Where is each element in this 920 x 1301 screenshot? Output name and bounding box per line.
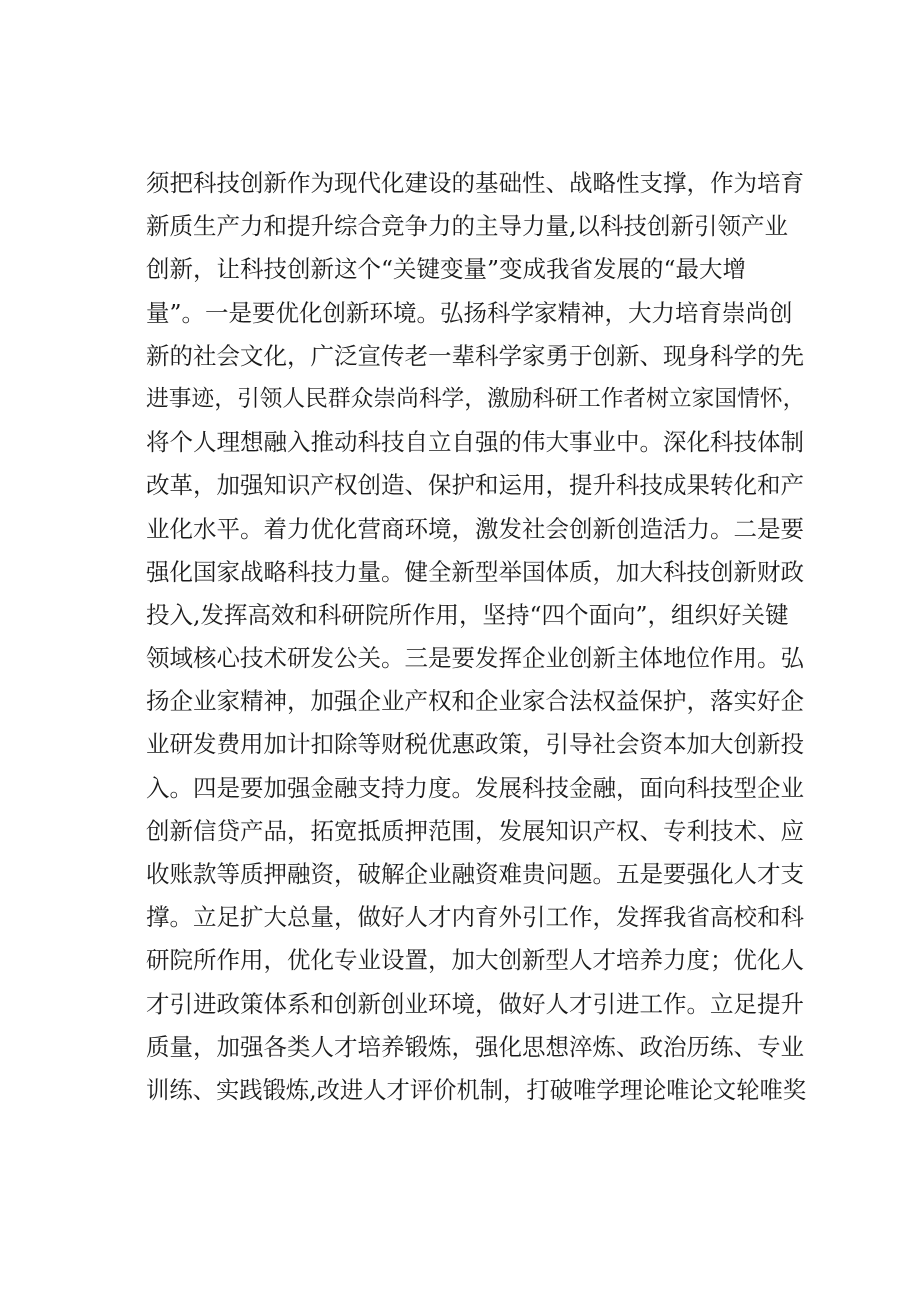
text-line: 业化水平。着力优化营商环境，激发社会创新创造活力。二是要: [146, 514, 804, 543]
text-line: 撑。立足扩大总量，做好人才内育外引工作，发挥我省高校和科: [146, 903, 804, 932]
text-line: 投入,发挥高效和科研院所作用，坚持“四个面向”，组织好关键: [146, 600, 789, 629]
text-line: 新的社会文化，广泛宣传老一辈科学家勇于创新、现身科学的先: [146, 341, 804, 370]
text-line: 入。四是要加强金融支持力度。发展科技金融，面向科技型企业: [146, 773, 804, 802]
text-line: 新质生产力和提升综合竞争力的主导力量,以科技创新引领产业: [146, 212, 788, 241]
text-line: 创新信贷产品，拓宽抵质押范围，发展知识产权、专利技术、应: [146, 816, 804, 845]
text-line: 才引进政策体系和创新创业环境，做好人才引进工作。立足提升: [146, 989, 804, 1018]
text-line: 研院所作用，优化专业设置，加大创新型人才培养力度；优化人: [146, 946, 804, 975]
body-paragraph: [146, 162, 806, 1112]
text-line: 创新，让科技创新这个“关键变量”变成我省发展的“最大增: [146, 255, 747, 284]
text-line: 改革，加强知识产权创造、保护和运用，提升科技成果转化和产: [146, 471, 804, 500]
text-line: 进事迹，引领人民群众崇尚科学，激励科研工作者树立家国情怀，: [146, 385, 806, 412]
text-line: 强化国家战略科技力量。健全新型举国体质，加大科技创新财政: [146, 557, 804, 586]
text-line: 量”。一是要优化创新环境。弘扬科学家精神，大力培育崇尚创: [146, 298, 793, 327]
text-line: 收账款等质押融资，破解企业融资难贵问题。五是要强化人才支: [146, 860, 804, 888]
text-line: 扬企业家精神，加强企业产权和企业家合法权益保护，落实好企: [146, 687, 804, 716]
text-line: 训练、实践锻炼,改进人才评价机制，打破唯学理论唯论文轮唯奖: [146, 1076, 807, 1104]
text-line: 质量，加强各类人才培养锻炼，强化思想淬炼、政治历练、专业: [146, 1032, 804, 1061]
text-line: 业研发费用加计扣除等财税优惠政策，引导社会资本加大创新投: [146, 730, 804, 759]
text-line: 领域核心技术研发公关。三是要发挥企业创新主体地位作用。弘: [146, 644, 804, 673]
text-line: 将个人理想融入推动科技自立自强的伟大事业中。深化科技体制: [146, 428, 804, 457]
text-line: 须把科技创新作为现代化建设的基础性、战略性支撑，作为培育: [146, 169, 804, 197]
